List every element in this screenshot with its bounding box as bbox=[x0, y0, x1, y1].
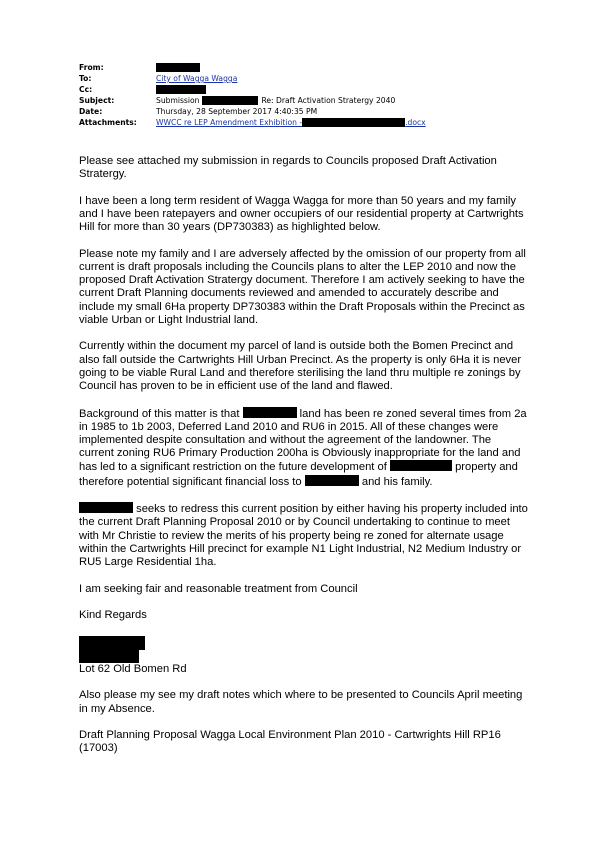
cc-label: Cc: bbox=[79, 85, 93, 94]
redacted-cc bbox=[156, 85, 206, 94]
from-label: From: bbox=[79, 63, 104, 72]
attachments-row bbox=[79, 117, 559, 128]
paragraph-omission: Please note my family and I are adversely affected by the omission of our property from all current is draft proposals including the Councils plans to alter the LEP 2010 and now the proposed Draft Activation Stratergy document. Therefore I am actively seeking to have the current Draft Planning documents reviewed and amended to accurately describe and include my small 6Ha property DP730383 within the Draft Proposals within the Precinct as viable Urban or Light Industrial land. bbox=[79, 247, 526, 326]
redacted-from bbox=[156, 63, 200, 72]
signature-address: Lot 62 Old Bomen Rd bbox=[79, 662, 187, 675]
attachment-prefix[interactable]: WWCC re LEP Amendment Exhibition - bbox=[156, 118, 303, 127]
subject-row bbox=[79, 95, 559, 106]
redacted-attachment bbox=[302, 118, 405, 127]
subject-prefix: Submission bbox=[156, 96, 200, 105]
paragraph-notes: Also please my see my draft notes which where to be presented to Councils April meeting in my Absence. bbox=[79, 689, 523, 715]
redacted-signature bbox=[79, 636, 145, 650]
date-value: Thursday, 28 September 2017 4:40:35 PM bbox=[156, 107, 318, 116]
redacted-name bbox=[79, 502, 133, 513]
paragraph-redress bbox=[79, 502, 529, 569]
attachment-suffix[interactable]: .docx bbox=[405, 118, 426, 127]
paragraph-proposal-title: Draft Planning Proposal Wagga Local Environment Plan 2010 - Cartwrights Hill RP16 (17003) bbox=[79, 729, 501, 755]
from-row bbox=[79, 62, 559, 73]
date-row bbox=[79, 106, 559, 117]
to-row bbox=[79, 73, 559, 84]
to-label: To: bbox=[79, 74, 92, 83]
email-header bbox=[79, 62, 559, 128]
to-link[interactable]: City of Wagga Wagga bbox=[156, 74, 238, 83]
attachment-link[interactable] bbox=[156, 117, 426, 128]
paragraph-resident: I have been a long term resident of Wagga Wagga for more than 50 years and my family and I have been ratepayers and owner occupiers of our residential property at Cartwrights Hill for more than 30 years (DP730383) as highlighted below. bbox=[79, 194, 524, 234]
background-part4: and his family. bbox=[361, 475, 433, 488]
background-part1: Background of this matter is that bbox=[79, 407, 240, 420]
subject-label: Subject: bbox=[79, 96, 115, 105]
paragraph-intro: Please see attached my submission in regards to Councils proposed Draft Activation Stratergy. bbox=[79, 155, 497, 181]
redacted-subject bbox=[202, 96, 258, 105]
background-part2: land has been re zoned several times from 2a in 1985 to 1b 2003, Deferred Land 2010 and RU6 in 2015. All of these changes were implemented despite consultation and without the agreement of the landowner. The current zoning RU6 Primary Production 200ha is Obviously inappropriate for the land and has led to a significant restriction on the future development of bbox=[79, 407, 527, 474]
cc-row bbox=[79, 84, 559, 95]
redacted-name bbox=[305, 475, 359, 486]
subject-suffix: Re: Draft Activation Stratergy 2040 bbox=[261, 96, 396, 105]
redacted-name bbox=[390, 460, 452, 471]
redacted-name bbox=[243, 407, 297, 418]
attachments-label: Attachments: bbox=[79, 118, 137, 127]
paragraph-background bbox=[79, 407, 529, 489]
date-label: Date: bbox=[79, 107, 103, 116]
redress-text: seeks to redress this current position by either having his property included into the current Draft Planning Proposal 2010 or by Council undertaking to continue to meet with Mr Christie to review the merits of his property being re zoned for alternate usage within the Cartwrights Hill precinct for example N1 Light Industrial, N2 Medium Industry or RU5 Large Residential 1ha. bbox=[79, 503, 528, 569]
signature-block bbox=[79, 636, 529, 676]
background-part3: property and therefore potential significant financial loss to bbox=[79, 461, 518, 488]
redacted-signature bbox=[79, 650, 139, 663]
paragraph-regards: Kind Regards bbox=[79, 609, 147, 622]
email-body bbox=[79, 155, 529, 769]
paragraph-current: Currently within the document my parcel of land is outside both the Bomen Precinct and also fall outside the Cartwrights Hill Urban Precinct. As the property is only 6Ha it is never going to be viable Rural Land and therefore sterilising the land thru multiple re zonings by Council has proven to be in efficient use of the land and flawed. bbox=[79, 340, 522, 393]
paragraph-seeking: I am seeking fair and reasonable treatment from Council bbox=[79, 582, 358, 595]
